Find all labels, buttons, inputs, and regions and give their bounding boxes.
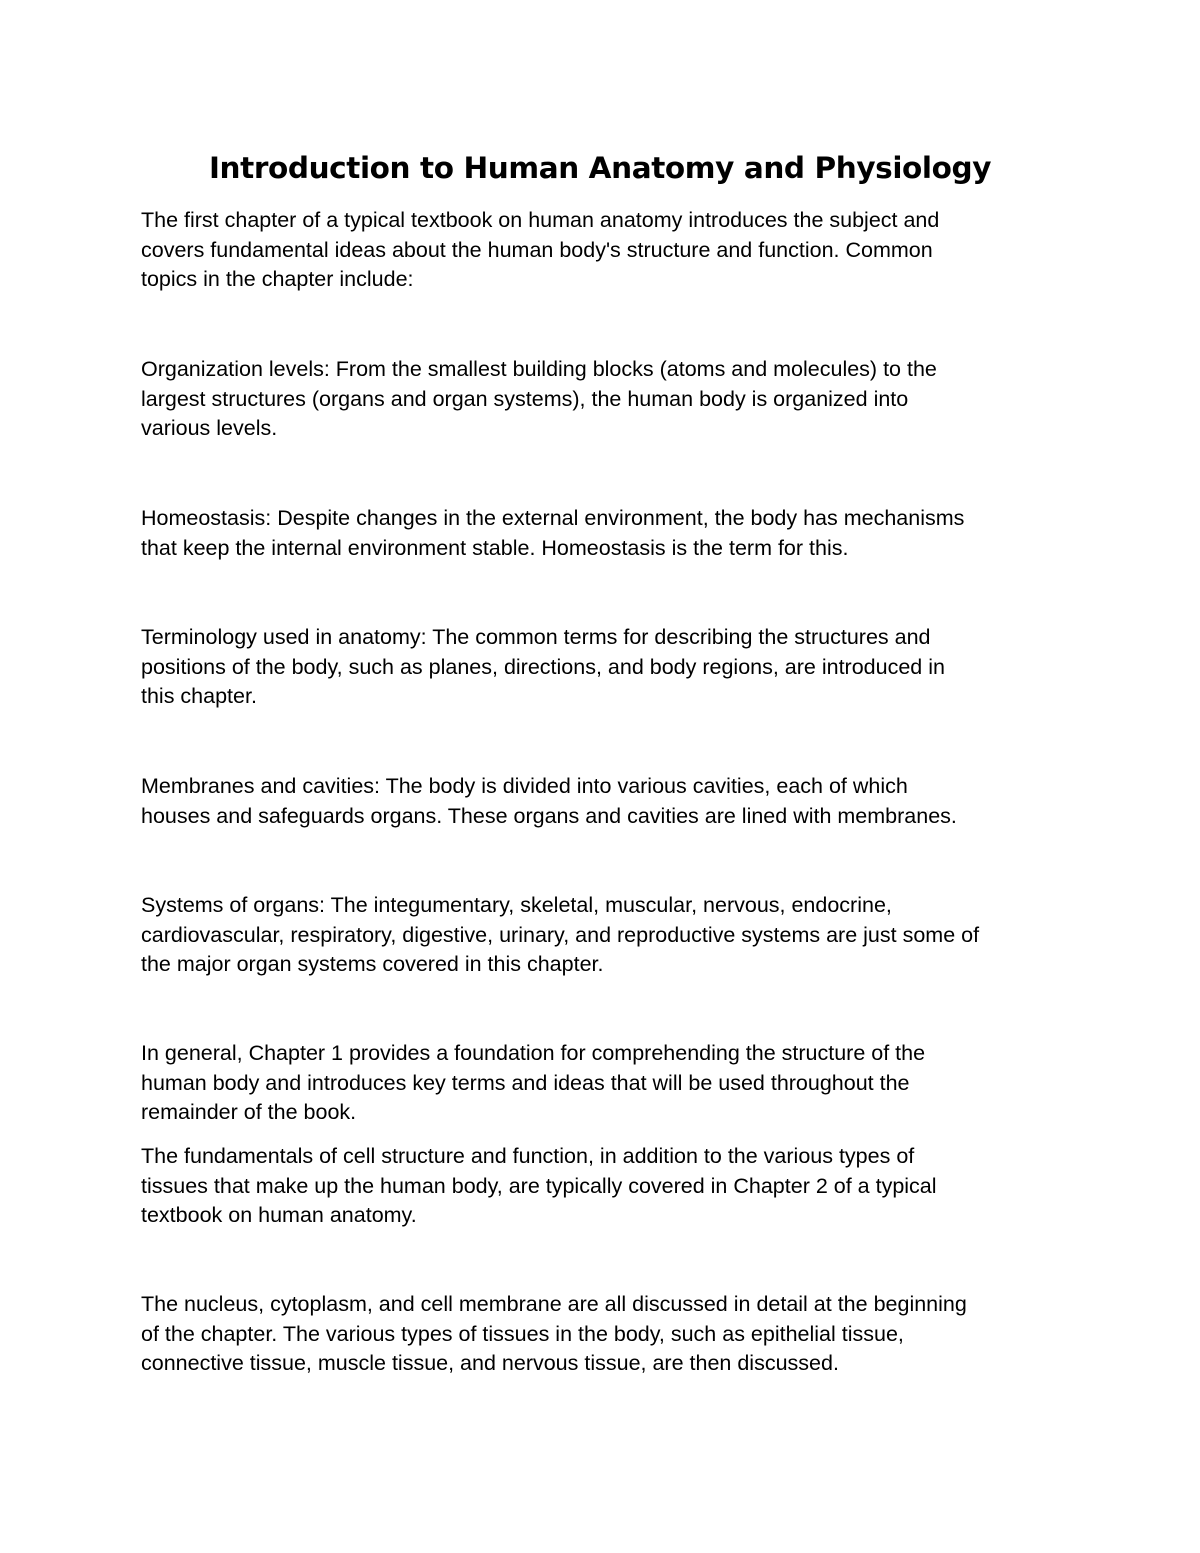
paragraph-homeostasis (141, 504, 1071, 563)
paragraph-chapter-2-intro (141, 1142, 1071, 1231)
paragraph-terminology (141, 623, 1071, 712)
text-line: positions of the body, such as planes, directions, and body regions, are introduced in (141, 654, 945, 679)
paragraph-cell-tissues (141, 1290, 1071, 1379)
text-line: textbook on human anatomy. (141, 1203, 417, 1228)
text-line: tissues that make up the human body, are typically covered in Chapter 2 of a typical (141, 1173, 937, 1198)
text-line: human body and introduces key terms and ideas that will be used throughout the (141, 1070, 910, 1095)
text-line: Homeostasis: Despite changes in the external environment, the body has mechanisms (141, 506, 965, 530)
text-line: The nucleus, cytoplasm, and cell membrane are all discussed in detail at the beginning (141, 1292, 967, 1316)
text-line: Systems of organs: The integumentary, skeletal, muscular, nervous, endocrine, (141, 893, 892, 917)
text-line: of the chapter. The various types of tissues in the body, such as epithelial tissue, (141, 1321, 904, 1346)
text-line: The first chapter of a typical textbook on human anatomy introduces the subject and (141, 208, 940, 232)
text-line: topics in the chapter include: (141, 267, 414, 292)
text-line: various levels. (141, 416, 278, 441)
paragraph-chapter-1-summary (141, 1039, 1071, 1128)
paragraph-organ-systems (141, 891, 1071, 980)
text-line: this chapter. (141, 684, 257, 709)
text-line: The fundamentals of cell structure and function, in addition to the various types of (141, 1144, 915, 1168)
text-line: covers fundamental ideas about the human body's structure and function. Common (141, 237, 933, 262)
text-line: cardiovascular, respiratory, digestive, urinary, and reproductive systems are just some of (141, 922, 980, 947)
text-line: Organization levels: From the smallest building blocks (atoms and molecules) to the (141, 357, 937, 381)
text-line: connective tissue, muscle tissue, and nervous tissue, are then discussed. (141, 1351, 839, 1376)
paragraph-intro (141, 206, 1071, 295)
paragraph-organization-levels (141, 355, 1071, 444)
text-line: that keep the internal environment stable. Homeostasis is the term for this. (141, 535, 849, 560)
text-line: the major organ systems covered in this chapter. (141, 952, 604, 977)
paragraph-membranes-cavities (141, 772, 1071, 831)
document-title: Introduction to Human Anatomy and Physiology (208, 151, 992, 185)
text-line: In general, Chapter 1 provides a foundation for comprehending the structure of the (141, 1041, 926, 1065)
text-line: remainder of the book. (141, 1100, 357, 1125)
text-line: Terminology used in anatomy: The common terms for describing the structures and (141, 625, 931, 649)
text-line: houses and safeguards organs. These organs and cavities are lined with membranes. (141, 803, 957, 828)
text-line: largest structures (organs and organ systems), the human body is organized into (141, 386, 909, 411)
text-line: Membranes and cavities: The body is divided into various cavities, each of which (141, 774, 908, 798)
